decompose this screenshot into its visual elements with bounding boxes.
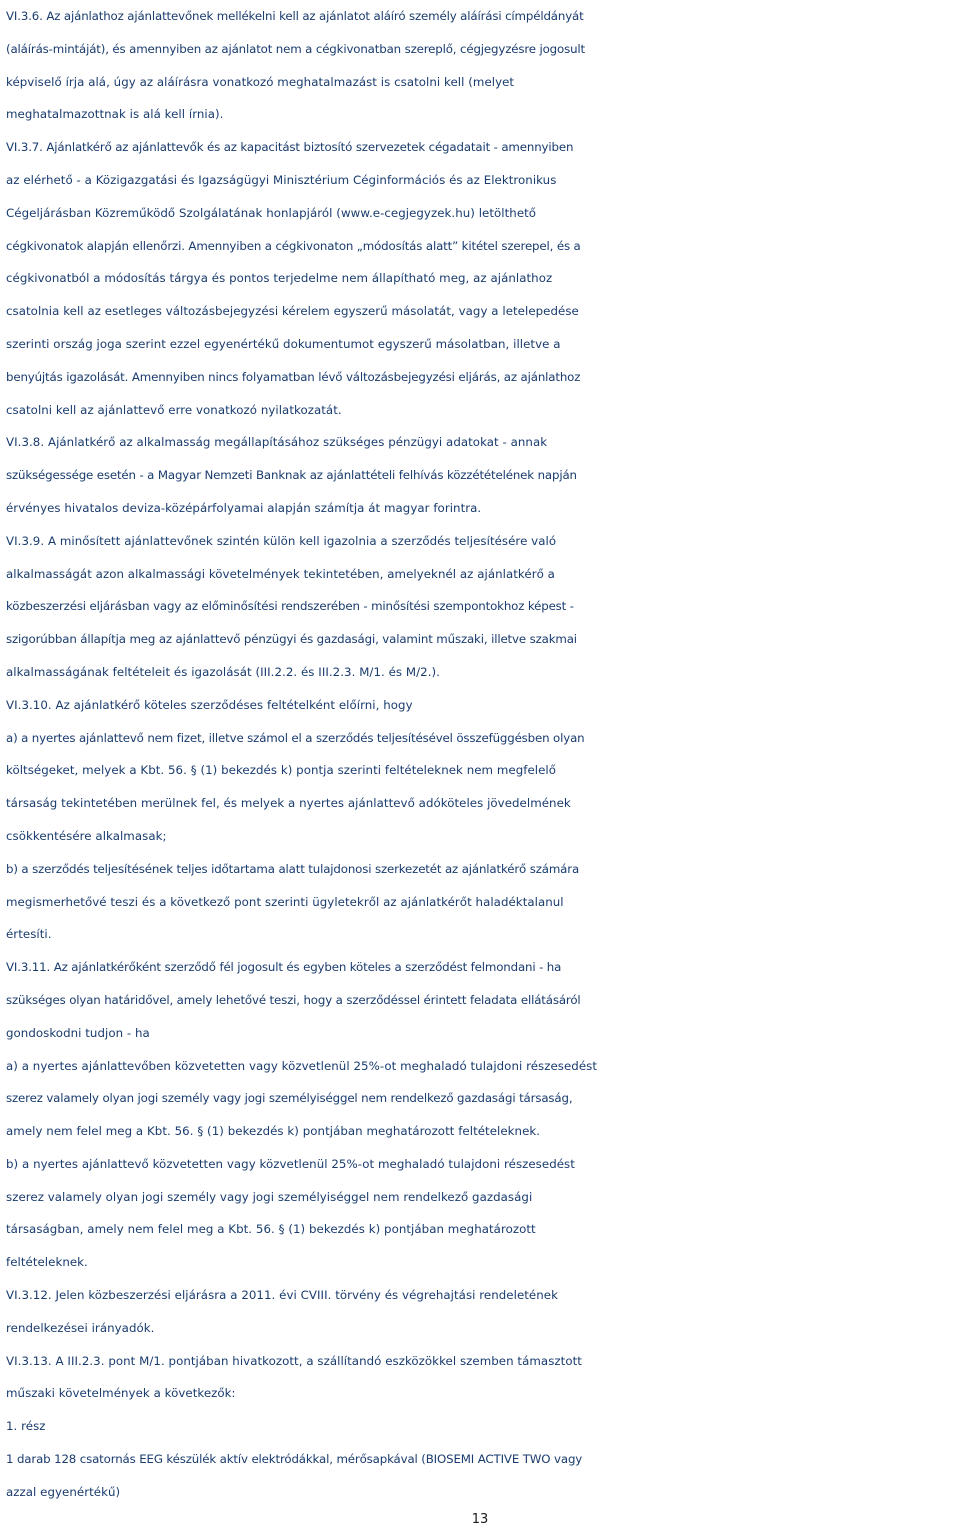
text-line: csökkentésére alkalmasak; [6, 828, 167, 843]
text-line: VI.3.12. Jelen közbeszerzési eljárásra a 2011. évi CVIII. törvény és végrehajtási rendeletének [6, 1288, 558, 1303]
text-line: feltételeknek. [6, 1255, 88, 1270]
text-line: szerinti ország joga szerint ezzel egyenértékű dokumentumot egyszerű másolatban, illetve a [6, 336, 561, 351]
text-line: megismerhetővé teszi és a következő pont szerinti ügyletekről az ajánlatkérőt haladéktalanul [6, 894, 564, 909]
text-line: alkalmasságának feltételeit és igazolását (III.2.2. és III.2.3. M/1. és M/2.). [6, 664, 440, 679]
text-line: rendelkezései irányadók. [6, 1320, 155, 1335]
text-line: (aláírás-mintáját), és amennyiben az ajánlatot nem a cégkivonatban szereplő, cégjegyzésre jogosult [6, 41, 586, 56]
text-line: társaság tekintetében merülnek fel, és melyek a nyertes ajánlattevő adóköteles jövedelmének [6, 796, 571, 811]
text-line: csatolnia kell az esetleges változásbejegyzési kérelem egyszerű másolatát, vagy a letelepedése [6, 304, 579, 319]
text-line: gondoskodni tudjon - ha [6, 1025, 150, 1040]
page-number: 13 [471, 1512, 489, 1527]
text-line: a) a nyertes ajánlattevő nem fizet, illetve számol el a szerződés teljesítésével összefüggésben olyan [6, 730, 585, 745]
text-line: VI.3.10. Az ajánlatkérő köteles szerződéses feltételként előírni, hogy [6, 697, 413, 712]
text-line: VI.3.8. Ajánlatkérő az alkalmasság megállapításához szükséges pénzügyi adatokat - annak [6, 435, 548, 450]
text-line: VI.3.11. Az ajánlatkérőként szerződő fél jogosult és egyben köteles a szerződést felmondani - ha [6, 960, 562, 975]
text-line: társaságban, amely nem felel meg a Kbt. 56. § (1) bekezdés k) pontjában meghatározott [6, 1222, 536, 1237]
text-line: a) a nyertes ajánlattevőben közvetetten vagy közvetlenül 25%-ot meghaladó tulajdoni részesedést [6, 1058, 598, 1073]
text-line: VI.3.9. A minősített ajánlattevőnek szintén külön kell igazolnia a szerződés teljesítésére való [6, 533, 557, 548]
text-line: szerez valamely olyan jogi személy vagy jogi személyiséggel nem rendelkező gazdasági társaság, [6, 1091, 573, 1106]
text-line: VI.3.13. A III.2.3. pont M/1. pontjában hivatkozott, a szállítandó eszközökkel szemben támasztott [6, 1353, 582, 1368]
text-line: benyújtás igazolását. Amennyiben nincs folyamatban lévő változásbejegyzési eljárás, az ajánlathoz [6, 369, 581, 384]
text-line: meghatalmazottnak is alá kell írnia). [6, 107, 224, 122]
text-line: képviselő írja alá, úgy az aláírásra vonatkozó meghatalmazást is csatolni kell (melyet [6, 74, 515, 89]
text-line: értesíti. [6, 927, 52, 942]
text-line: b) a szerződés teljesítésének teljes időtartama alatt tulajdonosi szerkezetét az ajánlatkérő számára [6, 861, 580, 876]
document-body [6, 0, 956, 1509]
text-line: VI.3.7. Ajánlatkérő az ajánlattevők és az kapacitást biztosító szervezetek cégadatait - amennyiben [6, 140, 574, 155]
text-line: amely nem felel meg a Kbt. 56. § (1) bekezdés k) pontjában meghatározott feltételeknek. [6, 1124, 541, 1139]
text-line: 1 darab 128 csatornás EEG készülék aktív elektródákkal, mérősapkával (BIOSEMI ACTIVE TWO vagy [6, 1452, 583, 1467]
text-line: szükséges olyan határidővel, amely lehetővé teszi, hogy a szerződéssel érintett feladata ellátásáról [6, 992, 581, 1007]
text-line: szerez valamely olyan jogi személy vagy jogi személyiséggel nem rendelkező gazdasági [6, 1189, 533, 1204]
text-line: csatolni kell az ajánlattevő erre vonatkozó nyilatkozatát. [6, 402, 342, 417]
text-line: cégkivonatból a módosítás tárgya és pontos terjedelme nem állapítható meg, az ajánlathoz [6, 271, 553, 286]
text-line: műszaki követelmények a következők: [6, 1386, 236, 1401]
text-line: szükségessége esetén - a Magyar Nemzeti Banknak az ajánlattételi felhívás közzétételének napján [6, 468, 577, 483]
text-line: 1. rész [6, 1419, 46, 1434]
text-line: szigorúbban állapítja meg az ajánlattevő pénzügyi és gazdasági, valamint műszaki, illetve szakmai [6, 632, 577, 647]
text-line: azzal egyenértékű) [6, 1484, 121, 1499]
text-line: érvényes hivatalos deviza-középárfolyamai alapján számítja át magyar forintra. [6, 500, 482, 515]
text-line: b) a nyertes ajánlattevő közvetetten vagy közvetlenül 25%-ot meghaladó tulajdoni részesedést [6, 1156, 575, 1171]
text-line: cégkivonatok alapján ellenőrzi. Amennyiben a cégkivonaton „módosítás alatt” kitétel szerepel, és a [6, 238, 581, 253]
text-line: az elérhető - a Közigazgatási és Igazságügyi Minisztérium Céginformációs és az Elektronikus [6, 172, 557, 187]
text-line: költségeket, melyek a Kbt. 56. § (1) bekezdés k) pontja szerinti feltételeknek nem megfelelő [6, 763, 557, 778]
text-line: alkalmasságát azon alkalmassági követelmények tekintetében, amelyeknél az ajánlatkérő a [6, 566, 555, 581]
text-line: VI.3.6. Az ajánlathoz ajánlattevőnek mellékelni kell az ajánlatot aláíró személy aláírási címpéldányát [6, 9, 584, 23]
text-line: közbeszerzési eljárásban vagy az előminősítési rendszerében - minősítési szempontokhoz képest - [6, 599, 574, 614]
text-line: Cégeljárásban Közreműködő Szolgálatának honlapjáról (www.e-cegjegyzek.hu) letölthető [6, 205, 537, 220]
